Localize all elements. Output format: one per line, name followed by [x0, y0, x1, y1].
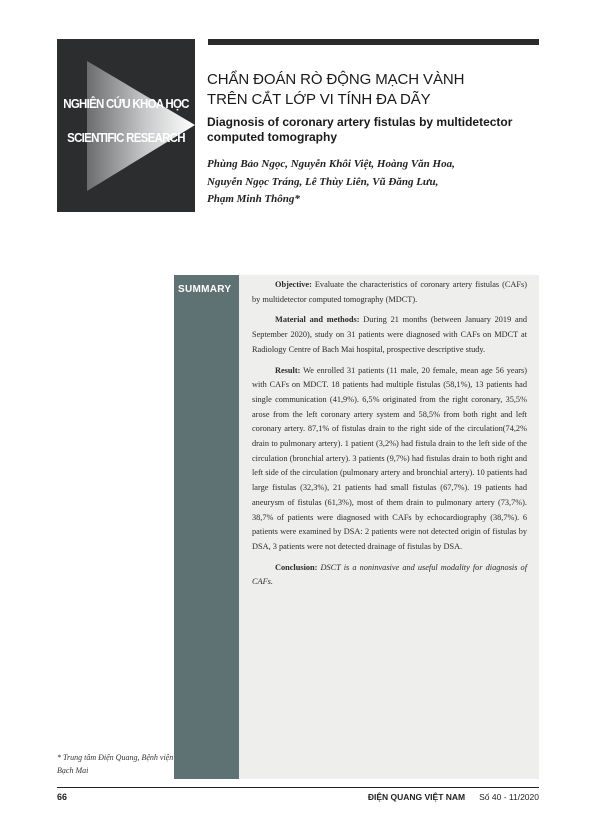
- badge-arrow-graphic: [57, 39, 195, 212]
- journal-footer: [368, 792, 539, 802]
- article-title-vietnamese: CHẨN ĐOÁN RÒ ĐỘNG MẠCH VÀNH TRÊN CẮT LỚP VI TÍNH ĐA DÃY: [207, 71, 465, 108]
- summary-body: [252, 278, 527, 596]
- author-line: Phạm Minh Thông*: [207, 193, 300, 205]
- conclusion-paragraph: Conclusion: DSCT is a noninvasive and useful modality for diagnosis of CAFs.: [252, 562, 527, 587]
- badge-label-en: SCIENTIFIC RESEARCH: [67, 131, 185, 145]
- affiliation-footnote: * Trung tâm Điện Quang, Bệnh viện Bạch Mai: [57, 753, 174, 775]
- journal-name: ĐIỆN QUANG VIỆT NAM: [367, 792, 466, 802]
- article-title-english: Diagnosis of coronary artery fistulas by multidetector computed tomography: [207, 115, 513, 144]
- summary-sidebar: [174, 275, 239, 779]
- journal-issue: Số 40 - 11/2020: [479, 792, 539, 802]
- section-badge: [57, 39, 195, 212]
- author-line: Phùng Bảo Ngọc, Nguyễn Khôi Việt, Hoàng Văn Hoa,: [207, 158, 455, 170]
- badge-label-vi: NGHIÊN CỨU KHOA HỌC: [63, 97, 189, 111]
- methods-paragraph: Material and methods: During 21 months (between January 2019 and September 2020), study on 31 patients were diagnosed with CAFs on MDCT at Radiology Centre of Bach Mai hospital, prospective descriptive study.: [252, 315, 527, 354]
- result-paragraph: Result: We enrolled 31 patients (11 male, 20 female, mean age 56 years) with CAFs on MDCT. 18 patients had multiple fistulas (58,1%), 13 patients had single communication (41,9%). 6,5% originated from the right coronary, 35,5% arose from the left coronary artery system and 58,5% from both right and left coronary artery. 87,1% of fistulas drain to the right side of the circulation(74,2% drain to pulmonary artery). 1 patient (3,2%) had fistula drain to the left side of the circulation (bronchial artery). 3 patients (9,7%) had fistulas drain to both right and left side of the circulation (pulmonary artery and bronchial artery). 10 patients had large fistulas (32,3%), 21 patients had small fistulas (67,7%). 19 patients had aneurysm of fistulas (61,3%), most of them drain to pulmonary artery (73,7%). 38,7% of patients were diagnosed with CAFs by echocardiography (38,7%). 6 patients were examined by DSA: 2 patients were not detected origin of fistulas by DSA, 3 patients were not detected drainage of fistulas by DSA.: [252, 365, 527, 551]
- page-number: 66: [57, 792, 68, 802]
- top-rule: [208, 39, 539, 45]
- objective-paragraph: Objective: Evaluate the characteristics of coronary artery fistulas (CAFs) by multidetector computed tomography (MDCT).: [252, 280, 527, 304]
- summary-heading: SUMMARY: [178, 284, 232, 295]
- author-list: [207, 156, 537, 209]
- footer-rule: [57, 787, 539, 788]
- author-line: Nguyễn Ngọc Tráng, Lê Thùy Liên, Vũ Đăng Lưu,: [207, 175, 439, 188]
